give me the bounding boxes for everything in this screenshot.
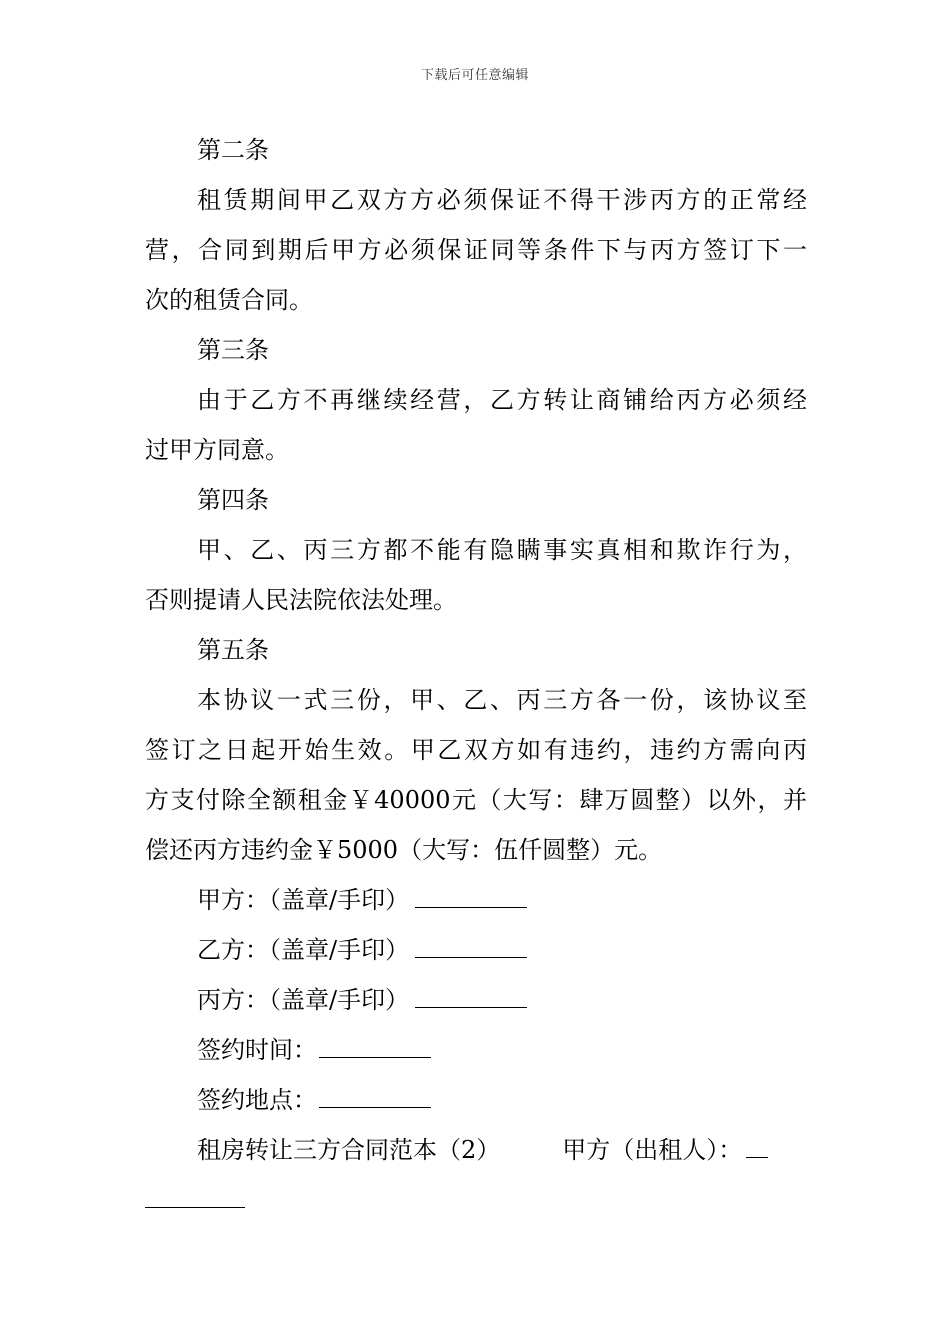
- signature-party-b: [145, 925, 807, 975]
- article-2-title: 第二条: [197, 136, 269, 164]
- signature-party-b-label: 乙方：（盖章/手印）: [197, 936, 410, 964]
- article-4-line-2: 否则提请人民法院依法处理。: [145, 586, 457, 614]
- signature-party-c-blank[interactable]: [415, 977, 527, 1008]
- signature-party-a-blank[interactable]: [415, 877, 527, 908]
- sign-place-blank[interactable]: [319, 1077, 431, 1108]
- signature-party-c: [145, 975, 807, 1025]
- article-5-line-3: 方支付除全额租金￥40000元（大写：肆万圆整）以外，并: [145, 786, 807, 814]
- article-4-line-1: 甲、乙、丙三方都不能有隐瞒事实真相和欺诈行为，: [197, 536, 807, 564]
- lessor-blank-line: [145, 1175, 807, 1225]
- sign-time-blank[interactable]: [319, 1027, 431, 1058]
- article-2-line-2: 营，合同到期后甲方必须保证同等条件下与丙方签订下一: [145, 236, 807, 264]
- sign-time-label: 签约时间：: [197, 1036, 317, 1064]
- signature-party-c-label: 丙方：（盖章/手印）: [197, 986, 410, 1014]
- sign-time: [145, 1025, 807, 1075]
- article-3-line-2: 过甲方同意。: [145, 436, 289, 464]
- lessor-blank-end[interactable]: [145, 1177, 245, 1208]
- article-3-title: 第三条: [197, 336, 269, 364]
- lessor-blank-start[interactable]: [746, 1127, 768, 1158]
- article-2-line-3: 次的租赁合同。: [145, 286, 313, 314]
- sign-place-label: 签约地点：: [197, 1086, 317, 1114]
- article-2-line-1: 租赁期间甲乙双方方必须保证不得干涉丙方的正常经: [197, 186, 807, 214]
- signature-party-a-label: 甲方：（盖章/手印）: [197, 886, 410, 914]
- page-header-note: 下载后可任意编辑: [420, 68, 529, 83]
- next-contract-heading: [145, 1125, 807, 1175]
- signature-party-b-blank[interactable]: [415, 927, 527, 958]
- lessor-label: 甲方（出租人）：: [562, 1136, 743, 1164]
- article-5-line-2: 签订之日起开始生效。甲乙双方如有违约，违约方需向丙: [145, 736, 807, 764]
- article-5-line-1: 本协议一式三份，甲、乙、丙三方各一份，该协议至: [197, 686, 807, 714]
- sign-place: [145, 1075, 807, 1125]
- article-3-line-1: 由于乙方不再继续经营，乙方转让商铺给丙方必须经: [197, 386, 807, 414]
- signature-party-a: [145, 875, 807, 925]
- article-5-title: 第五条: [197, 636, 269, 664]
- next-contract-title: 租房转让三方合同范本（2）: [197, 1136, 501, 1164]
- article-4-title: 第四条: [197, 486, 269, 514]
- article-5-line-4: 偿还丙方违约金￥5000（大写：伍仟圆整）元。: [145, 836, 663, 864]
- document-body: [145, 125, 807, 1225]
